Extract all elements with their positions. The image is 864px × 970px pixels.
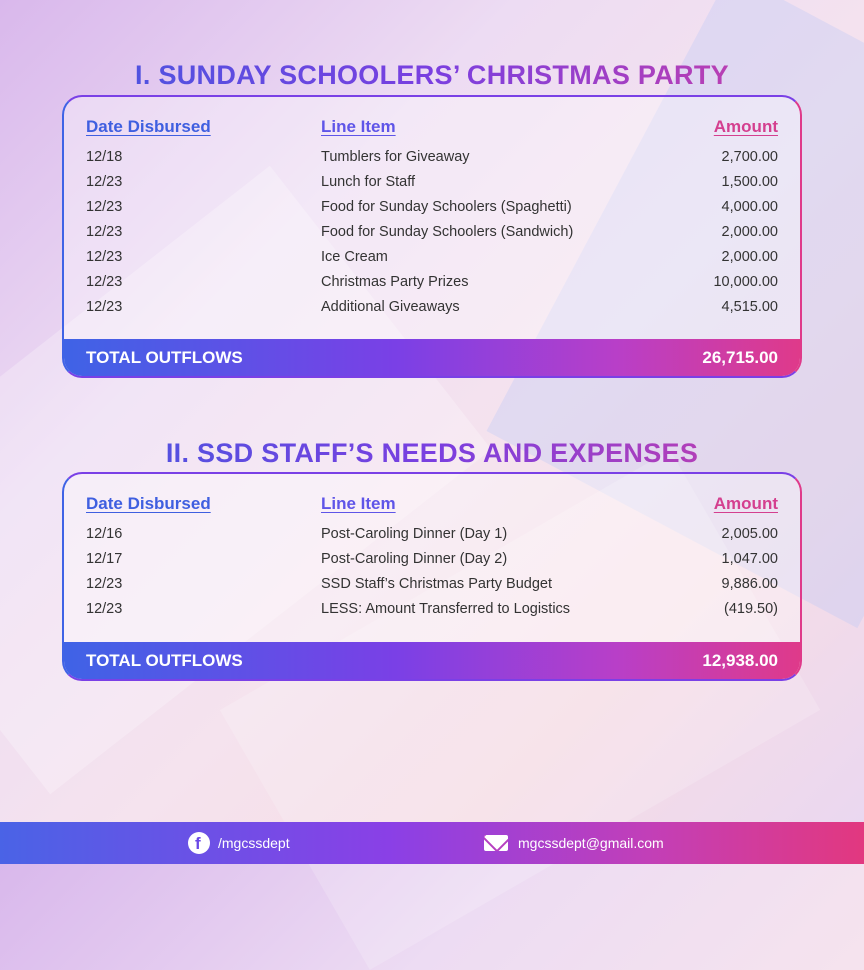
envelope-icon[interactable] (484, 835, 508, 851)
table-row (64, 224, 800, 249)
row-amount: 4,515.00 (721, 299, 778, 315)
table-row (64, 551, 800, 576)
row-date: 12/18 (86, 149, 123, 165)
table-row (64, 299, 800, 324)
row-date: 12/23 (86, 601, 123, 617)
header-date: Date Disbursed (86, 117, 211, 136)
total-label: TOTAL OUTFLOWS (86, 651, 243, 670)
table-row (64, 526, 800, 551)
row-date: 12/23 (86, 224, 123, 240)
section-1-table (62, 95, 802, 378)
total-value: 12,938.00 (702, 651, 778, 670)
row-line-item: Food for Sunday Schoolers (Sandwich) (321, 224, 574, 240)
total-value: 26,715.00 (702, 348, 778, 367)
row-line-item: Additional Giveaways (321, 299, 460, 315)
row-line-item: Lunch for Staff (321, 174, 416, 190)
table-row (64, 274, 800, 299)
row-amount: 1,047.00 (721, 551, 778, 567)
row-date: 12/23 (86, 249, 123, 265)
table-row (64, 174, 800, 199)
row-amount: 9,886.00 (721, 576, 778, 592)
header-amount: Amount (713, 494, 778, 513)
facebook-icon[interactable]: f (188, 832, 210, 854)
table-row (64, 199, 800, 224)
row-amount: 10,000.00 (713, 274, 778, 290)
row-line-item: Ice Cream (321, 249, 388, 265)
row-line-item: Christmas Party Prizes (321, 274, 469, 290)
row-line-item: Post-Caroling Dinner (Day 1) (321, 526, 508, 542)
row-date: 12/23 (86, 576, 123, 592)
row-amount: 2,005.00 (721, 526, 778, 542)
row-amount: 1,500.00 (721, 174, 778, 190)
section-2-table (62, 472, 802, 681)
table-row (64, 601, 800, 626)
row-line-item: Food for Sunday Schoolers (Spaghetti) (321, 199, 572, 215)
header-date: Date Disbursed (86, 494, 211, 513)
row-date: 12/23 (86, 174, 123, 190)
header-amount: Amount (713, 117, 778, 136)
row-date: 12/17 (86, 551, 123, 567)
row-line-item: Tumblers for Giveaway (321, 149, 470, 165)
table-row (64, 576, 800, 601)
row-amount: 2,000.00 (721, 249, 778, 265)
total-outflows-bar (64, 642, 800, 679)
row-amount: (419.50) (723, 601, 778, 617)
row-date: 12/23 (86, 299, 123, 315)
total-outflows-bar (64, 339, 800, 376)
table-row (64, 249, 800, 274)
facebook-handle[interactable]: /mgcssdept (218, 835, 290, 851)
row-line-item: SSD Staff’s Christmas Party Budget (321, 576, 553, 592)
total-label: TOTAL OUTFLOWS (86, 348, 243, 367)
row-date: 12/16 (86, 526, 123, 542)
table-row (64, 149, 800, 174)
row-line-item: Post-Caroling Dinner (Day 2) (321, 551, 508, 567)
row-amount: 2,000.00 (721, 224, 778, 240)
section-1-title: I. SUNDAY SCHOOLERS’ CHRISTMAS PARTY (0, 60, 864, 91)
footer-bar (0, 822, 864, 864)
email-address[interactable]: mgcssdept@gmail.com (518, 835, 664, 851)
row-amount: 2,700.00 (721, 149, 778, 165)
header-line-item: Line Item (321, 117, 396, 136)
section-2-title: II. SSD STAFF’S NEEDS AND EXPENSES (0, 438, 864, 469)
row-line-item: LESS: Amount Transferred to Logistics (321, 601, 571, 617)
row-date: 12/23 (86, 274, 123, 290)
row-date: 12/23 (86, 199, 123, 215)
row-amount: 4,000.00 (721, 199, 778, 215)
header-line-item: Line Item (321, 494, 396, 513)
